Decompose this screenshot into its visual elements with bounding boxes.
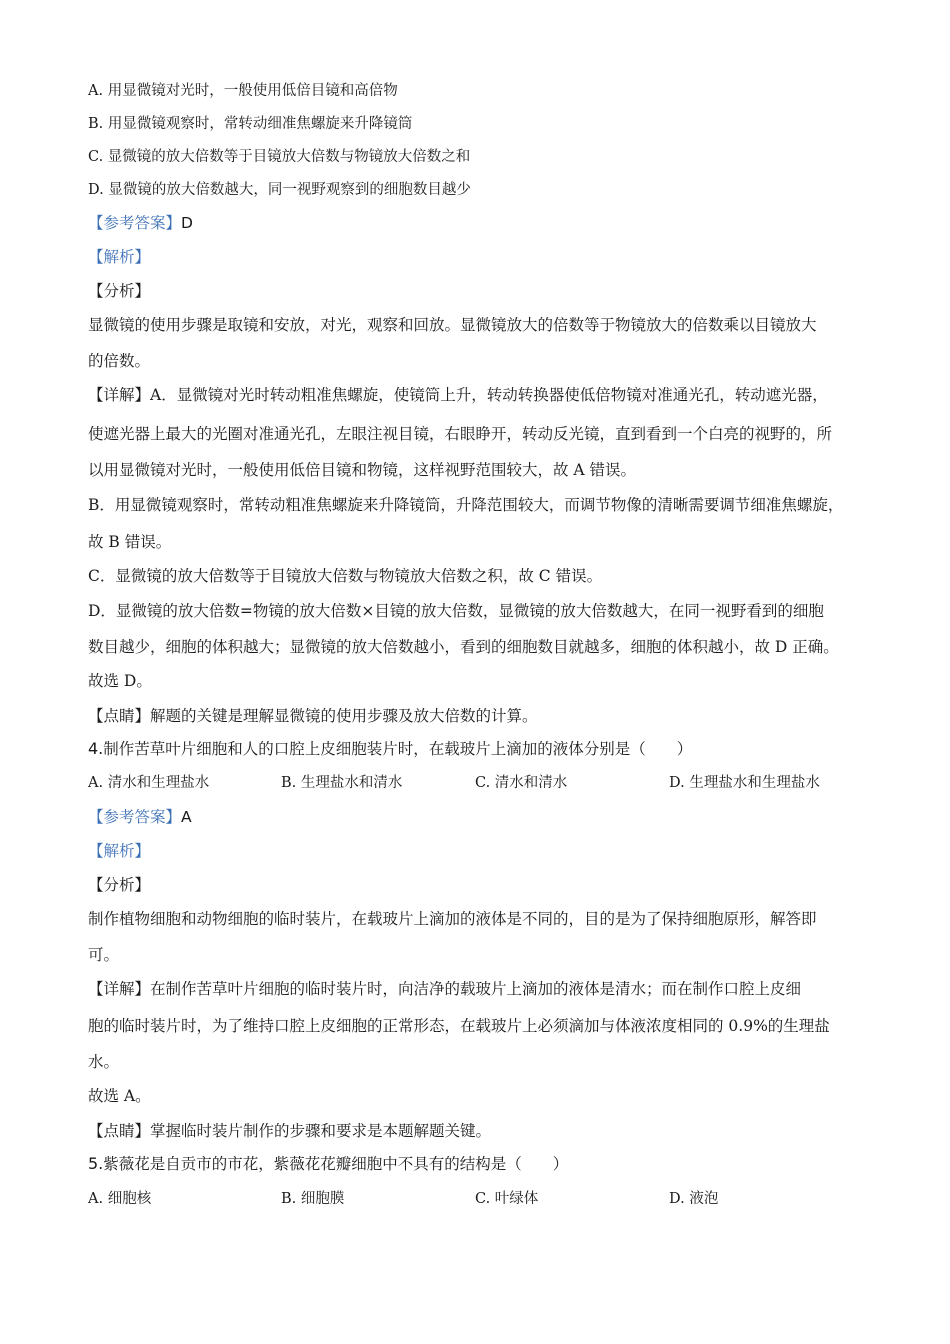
jiexi-label: 【解析】 bbox=[88, 842, 151, 860]
q3-option-c: C. 显微镜的放大倍数等于目镜放大倍数与物镜放大倍数之和 bbox=[88, 149, 471, 165]
xiangjie-text: 【详解】A．显微镜对光时转动粗准焦螺旋，使镜筒上升，转动转换器使低倍物镜对准通光孔，转动遮光器， bbox=[88, 386, 828, 404]
question-number: 5. bbox=[88, 1154, 104, 1173]
q4-option-a: A. 清水和生理盐水 bbox=[88, 775, 210, 791]
q4-option-c: C. 清水和清水 bbox=[475, 775, 568, 791]
xiangjie-text: 以用显微镜对光时，一般使用低倍目镜和物镜，这样视野范围较大，故 A 错误。 bbox=[88, 461, 637, 479]
q3-option-b: B. 用显微镜观察时，常转动细准焦螺旋来升降镜筒 bbox=[88, 116, 413, 132]
answer-label: 【参考答案】 bbox=[88, 214, 182, 232]
jiexi-label: 【解析】 bbox=[88, 248, 151, 266]
question-5-stem bbox=[88, 1153, 568, 1175]
xiangjie-text: C．显微镜的放大倍数等于目镜放大倍数与物镜放大倍数之积，故 C 错误。 bbox=[88, 567, 603, 585]
xiangjie-text: 水。 bbox=[88, 1053, 120, 1071]
q3-option-a: A. 用显微镜对光时，一般使用低倍目镜和高倍物 bbox=[88, 83, 398, 99]
q3-answer-line bbox=[88, 212, 193, 234]
xiangjie-text: 故选 D。 bbox=[88, 672, 152, 690]
fenxi-text: 可。 bbox=[88, 946, 120, 964]
q5-option-d: D. 液泡 bbox=[669, 1191, 719, 1207]
fenxi-label: 【分析】 bbox=[88, 876, 151, 894]
xiangjie-text: D．显微镜的放大倍数=物镜的放大倍数×目镜的放大倍数，显微镜的放大倍数越大，在同一视野看到的细胞 bbox=[88, 602, 824, 620]
q5-option-b: B. 细胞膜 bbox=[281, 1191, 345, 1207]
q4-option-b: B. 生理盐水和清水 bbox=[281, 775, 403, 791]
q4-answer-line bbox=[88, 806, 192, 828]
question-number: 4. bbox=[88, 739, 104, 758]
xiangjie-text: 胞的临时装片时，为了维持口腔上皮细胞的正常形态，在载玻片上必须滴加与体液浓度相同的 0.9%的生理盐 bbox=[88, 1017, 830, 1035]
xiangjie-text: 故 B 错误。 bbox=[88, 533, 172, 551]
fenxi-text: 的倍数。 bbox=[88, 352, 151, 370]
answer-value: A bbox=[181, 808, 192, 826]
answer-value: D bbox=[181, 214, 193, 232]
q4-option-d: D. 生理盐水和生理盐水 bbox=[669, 775, 820, 791]
xiangjie-text: 故选 A。 bbox=[88, 1087, 151, 1105]
dianjing-text: 【点睛】掌握临时装片制作的步骤和要求是本题解题关键。 bbox=[88, 1122, 492, 1140]
q5-option-c: C. 叶绿体 bbox=[475, 1191, 539, 1207]
q5-option-a: A. 细胞核 bbox=[88, 1191, 152, 1207]
fenxi-text: 显微镜的使用步骤是取镜和安放，对光，观察和回放。显微镜放大的倍数等于物镜放大的倍数乘以目镜放大 bbox=[88, 316, 817, 334]
xiangjie-text: 使遮光器上最大的光圈对准通光孔，左眼注视目镜，右眼睁开，转动反光镜，直到看到一个白亮的视野的，所 bbox=[88, 425, 833, 443]
fenxi-label: 【分析】 bbox=[88, 282, 151, 300]
question-4-stem bbox=[88, 738, 692, 760]
question-text: 制作苦草叶片细胞和人的口腔上皮细胞装片时，在载玻片上滴加的液体分别是（ ） bbox=[103, 740, 693, 758]
fenxi-text: 制作植物细胞和动物细胞的临时装片，在载玻片上滴加的液体是不同的，目的是为了保持细胞原形，解答即 bbox=[88, 910, 817, 928]
q3-option-d: D. 显微镜的放大倍数越大，同一视野观察到的细胞数目越少 bbox=[88, 182, 471, 198]
answer-label: 【参考答案】 bbox=[88, 808, 182, 826]
dianjing-text: 【点睛】解题的关键是理解显微镜的使用步骤及放大倍数的计算。 bbox=[88, 707, 538, 725]
question-text: 紫薇花是自贡市的市花，紫薇花花瓣细胞中不具有的结构是（ ） bbox=[103, 1155, 569, 1173]
xiangjie-text: 【详解】在制作苦草叶片细胞的临时装片时，向洁净的载玻片上滴加的液体是清水；而在制作口腔上皮细 bbox=[88, 980, 802, 998]
xiangjie-text: 数目越少，细胞的体积越大；显微镜的放大倍数越小，看到的细胞数目就越多，细胞的体积越小，故 D 正确。 bbox=[88, 638, 839, 656]
xiangjie-text: B．用显微镜观察时，常转动粗准焦螺旋来升降镜筒，升降范围较大，而调节物像的清晰需要调节细准焦螺旋， bbox=[88, 496, 844, 514]
